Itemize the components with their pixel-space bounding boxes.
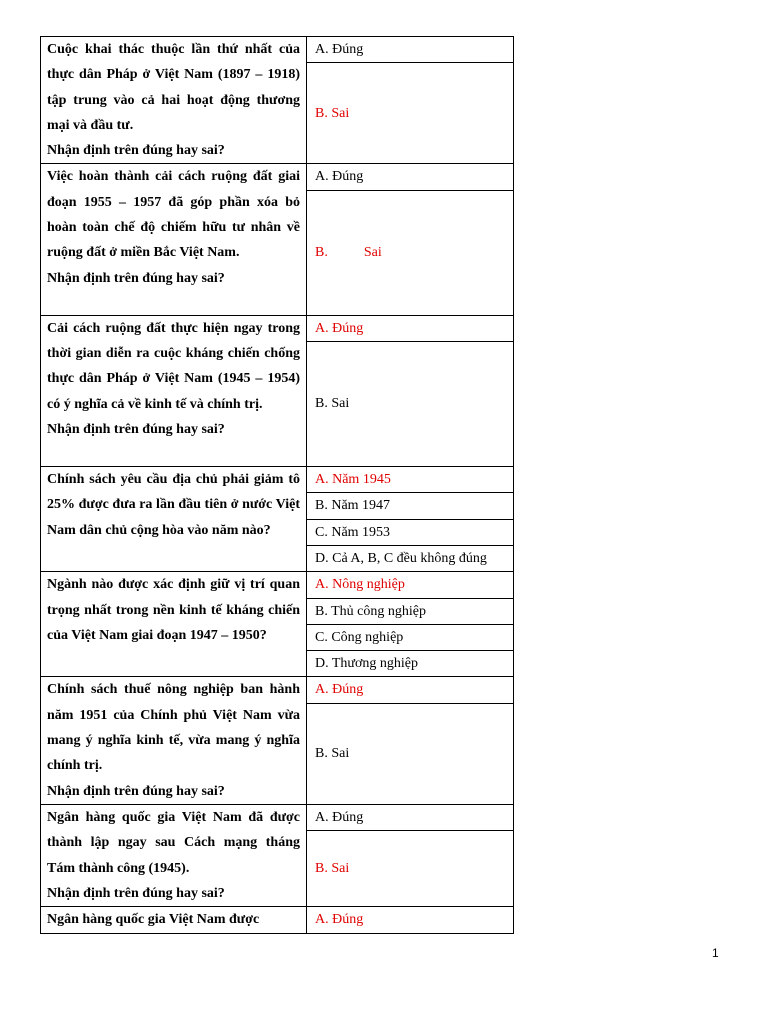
question-cell	[41, 677, 307, 804]
question-text: Ngân hàng quốc gia Việt Nam đã được thành lập ngay sau Cách mạng tháng Tám thành công (1945).	[47, 809, 300, 876]
question-row	[41, 315, 514, 341]
question-row	[41, 37, 514, 63]
question-row	[41, 467, 514, 493]
answer-option[interactable]: D. Cả A, B, C đều không đúng	[307, 545, 514, 571]
answer-word: Sai	[363, 245, 382, 261]
question-text: Cuộc khai thác thuộc lần thứ nhất của thực dân Pháp ở Việt Nam (1897 – 1918) tập trung vào cả hai hoạt động thương mại và đầu tư.	[47, 42, 300, 133]
answer-option[interactable]: B. Năm 1947	[307, 493, 514, 519]
question-row	[41, 907, 514, 934]
question-prompt: Nhận định trên đúng hay sai?	[47, 270, 225, 286]
question-cell	[41, 804, 307, 906]
page-number: 1	[712, 946, 719, 960]
question-row	[41, 164, 514, 190]
answer-option[interactable]: B. Sai	[307, 703, 514, 804]
question-text: Chính sách yêu cầu địa chủ phải giảm tô 25% được đưa ra lần đầu tiên ở nước Việt Nam dân chủ cộng hòa vào năm nào?	[47, 472, 300, 538]
answer-option[interactable]: A. Đúng	[307, 907, 514, 934]
question-text: Việc hoàn thành cải cách ruộng đất giai đoạn 1955 – 1957 đã góp phần xóa bỏ hoàn toàn chế độ chiếm hữu tư nhân về ruộng đất ở miền Bắc Việt Nam.	[47, 169, 300, 261]
question-cell	[41, 467, 307, 572]
answer-option[interactable]: A. Đúng	[307, 677, 514, 703]
answer-option[interactable]: B. Thủ công nghiệp	[307, 598, 514, 624]
question-text: Ngân hàng quốc gia Việt Nam được	[47, 912, 260, 928]
answer-option[interactable]	[307, 190, 514, 315]
answer-option[interactable]: A. Nông nghiệp	[307, 572, 514, 598]
question-text: Chính sách thuế nông nghiệp ban hành năm 1951 của Chính phủ Việt Nam vừa mang ý nghĩa kinh tế, vừa mang ý nghĩa chính trị.	[47, 682, 300, 774]
quiz-table	[40, 36, 514, 934]
answer-option[interactable]: D. Thương nghiệp	[307, 651, 514, 677]
question-row	[41, 677, 514, 703]
question-row	[41, 572, 514, 598]
answer-option[interactable]: B. Sai	[307, 831, 514, 907]
question-cell	[41, 164, 307, 315]
question-prompt: Nhận định trên đúng hay sai?	[47, 421, 225, 437]
question-cell	[41, 907, 307, 934]
question-prompt: Nhận định trên đúng hay sai?	[47, 783, 225, 799]
answer-option[interactable]: A. Năm 1945	[307, 467, 514, 493]
question-text: Cải cách ruộng đất thực hiện ngay trong thời gian diễn ra cuộc kháng chiến chống thực dân Pháp ở Việt Nam (1945 – 1954) có ý nghĩa cả về kinh tế và chính trị.	[47, 320, 300, 412]
answer-option[interactable]: B. Sai	[307, 63, 514, 164]
question-row	[41, 804, 514, 831]
answer-option[interactable]: C. Công nghiệp	[307, 624, 514, 650]
question-prompt: Nhận định trên đúng hay sai?	[47, 885, 225, 901]
question-prompt: Nhận định trên đúng hay sai?	[47, 143, 225, 159]
question-text: Ngành nào được xác định giữ vị trí quan trọng nhất trong nền kinh tế kháng chiến của Việt Nam giai đoạn 1947 – 1950?	[47, 577, 300, 643]
answer-option[interactable]: B. Sai	[307, 342, 514, 467]
answer-option[interactable]: A. Đúng	[307, 315, 514, 341]
question-cell	[41, 37, 307, 164]
answer-option[interactable]: A. Đúng	[307, 37, 514, 63]
answer-letter: B.	[315, 245, 328, 261]
answer-option[interactable]: C. Năm 1953	[307, 519, 514, 545]
answer-option[interactable]: A. Đúng	[307, 164, 514, 190]
question-cell	[41, 572, 307, 677]
answer-option[interactable]: A. Đúng	[307, 804, 514, 831]
question-cell	[41, 315, 307, 466]
